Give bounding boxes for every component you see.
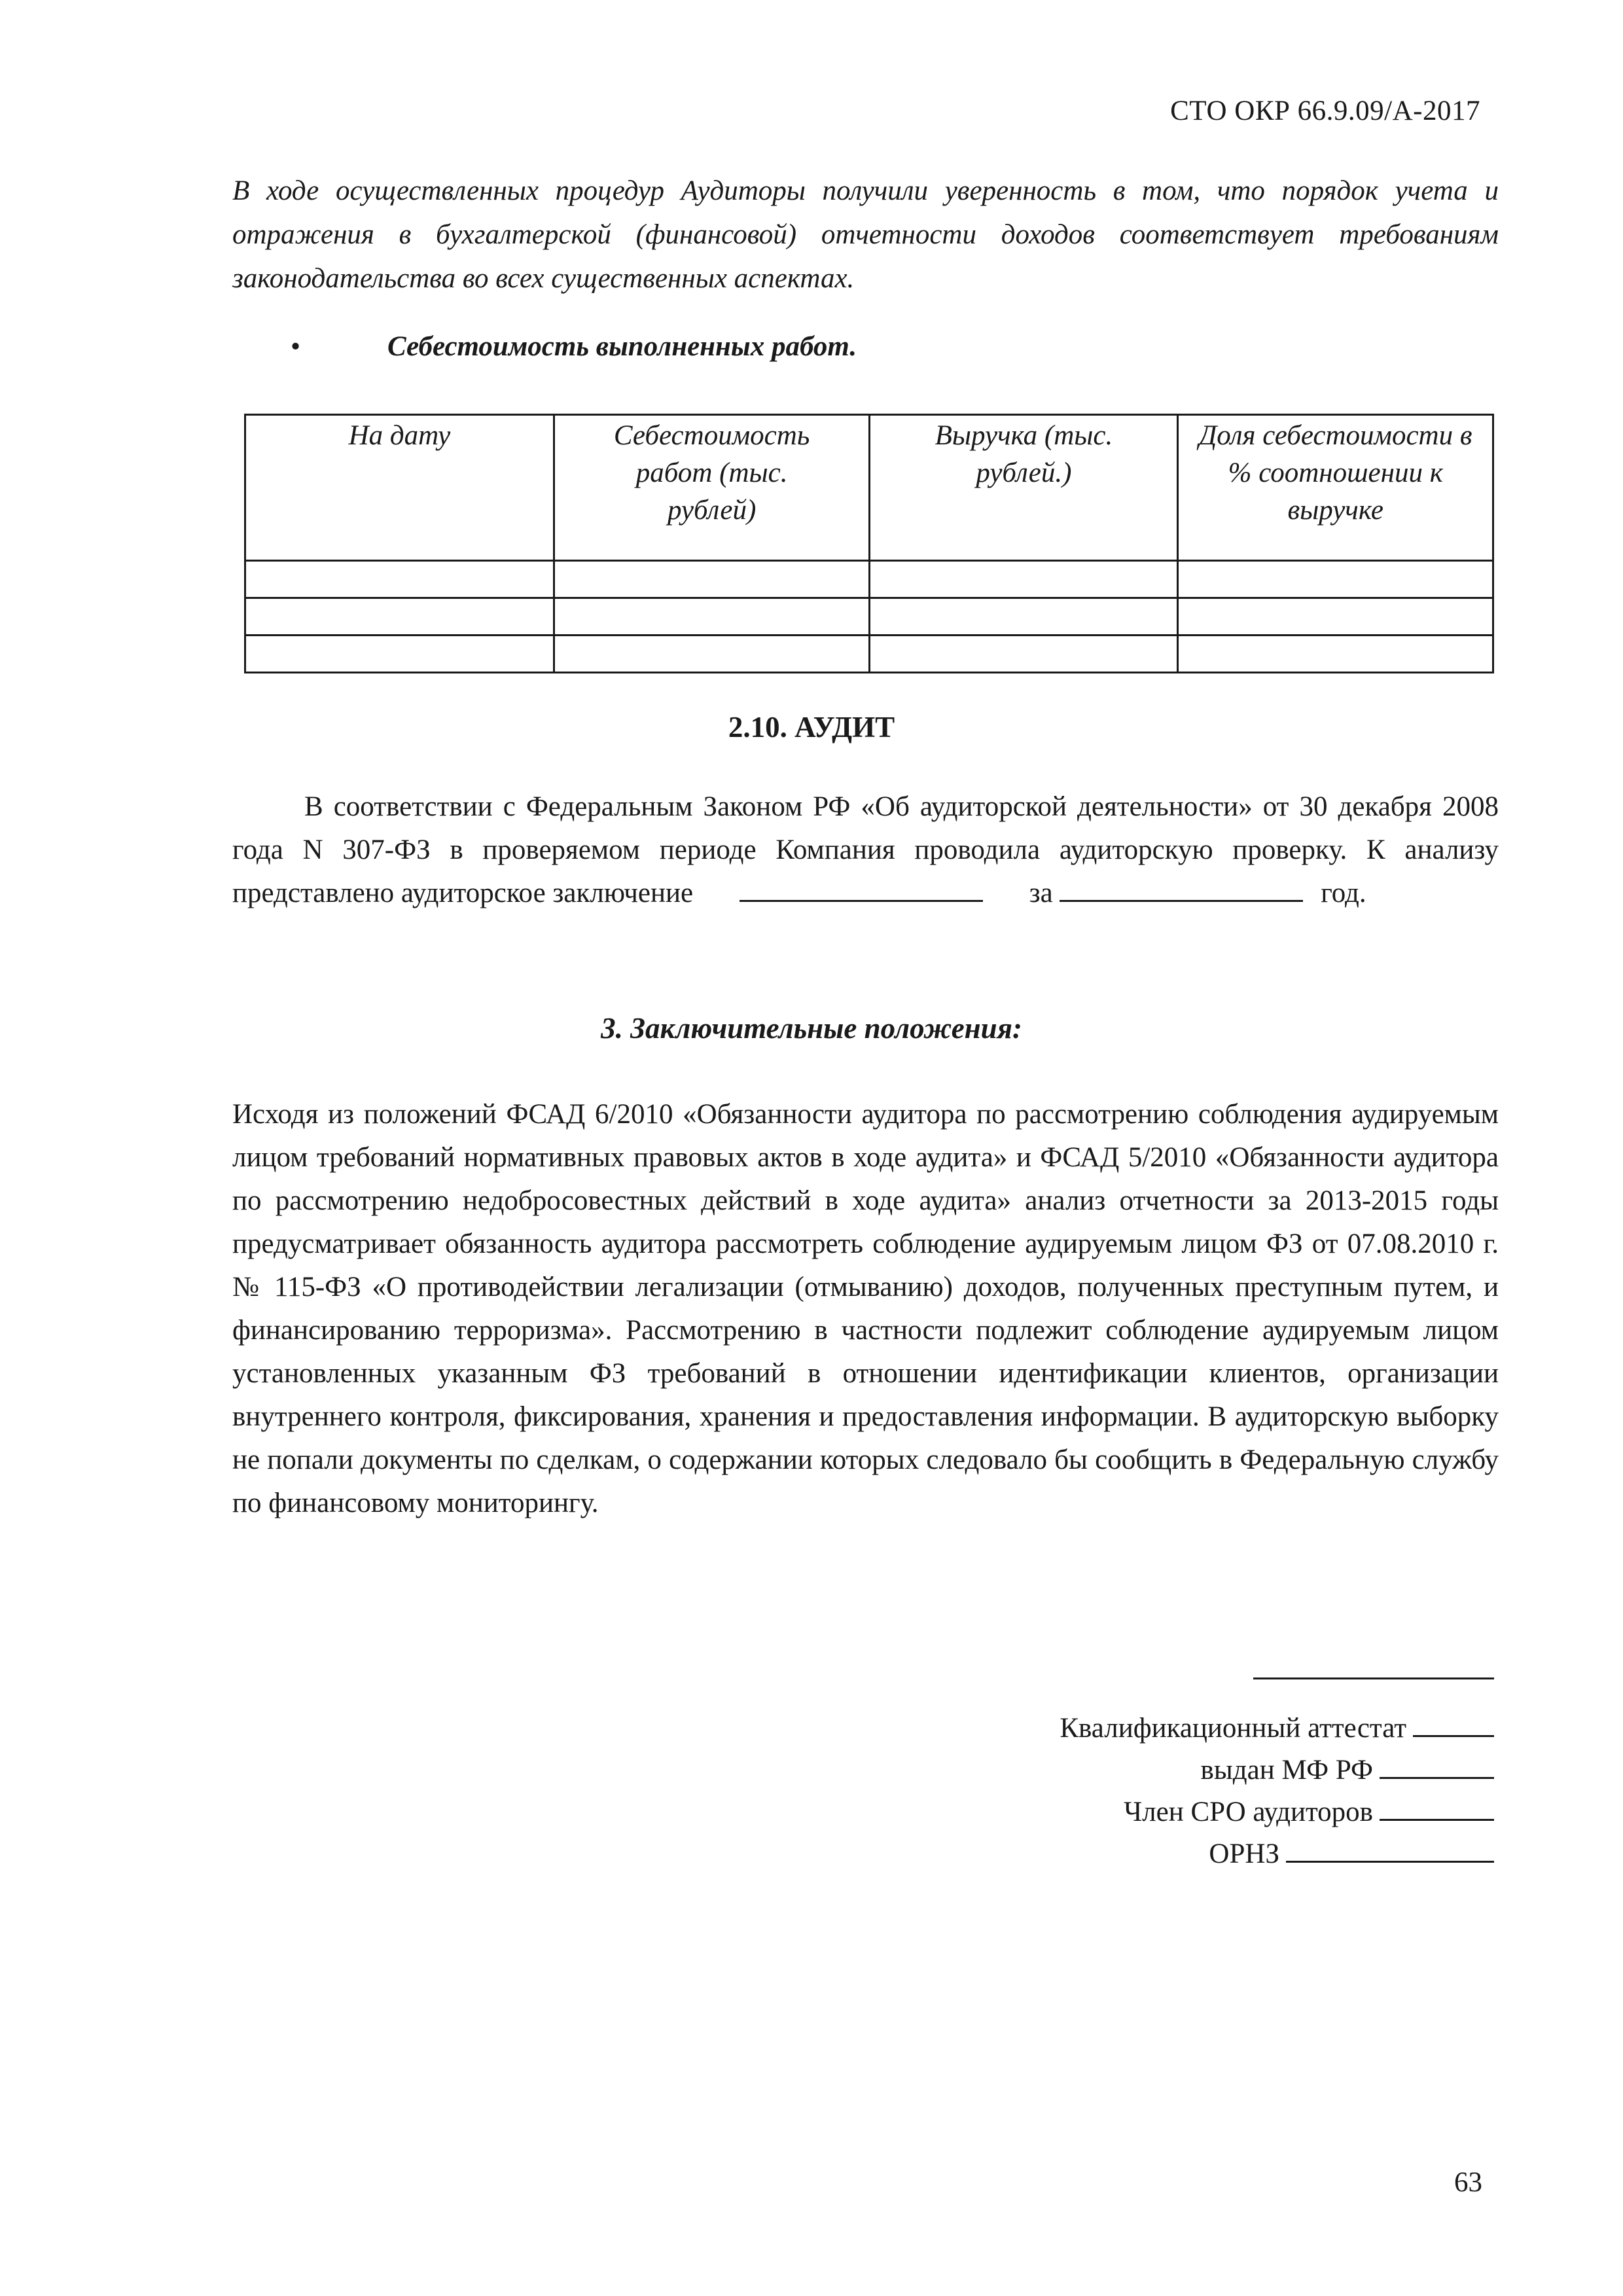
final-section-heading: 3. Заключительные положения: bbox=[601, 1012, 1022, 1045]
table-cell[interactable] bbox=[870, 598, 1178, 636]
signature-row-sro bbox=[1060, 1791, 1494, 1833]
final-paragraph: Исходя из положений ФСАД 6/2010 «Обязанности аудитора по рассмотрению соблюдения аудируемым лицом требований нормативных правовых актов в ходе аудита» и ФСАД 5/2010 «Обязанности аудитора по рассмотрению недобросовестных действий в ходе аудита» анализ отчетности за 2013-2015 годы предусматривает обязанность аудитора рассмотреть соблюдение аудируемым лицом ФЗ от 07.08.2010 г. № 115-ФЗ «О противодействии легализации (отмыванию) доходов, полученных преступным путем, и финансированию терроризма». Рассмотрению в частности подлежит соблюдение аудируемым лицом установленных указанным ФЗ требований в отношении идентификации клиентов, организации внутреннего контроля, фиксирования, хранения и предоставления информации. В аудиторскую выборку не попали документы по сделкам, о содержании которых следовало бы сообщить в Федеральную службу по финансовому мониторингу. bbox=[232, 1099, 1499, 1518]
column-header-cost-text: Себестоимость работ (тыс. рублей) bbox=[613, 420, 810, 526]
table-cell[interactable] bbox=[1178, 598, 1493, 636]
audit-paragraph bbox=[232, 785, 1499, 915]
table-cell[interactable] bbox=[870, 636, 1178, 673]
sro-label: Член СРО аудиторов bbox=[1124, 1797, 1373, 1827]
table-header-row bbox=[245, 415, 1493, 561]
ornz-label: ОРНЗ bbox=[1209, 1839, 1279, 1869]
signature-row-ornz bbox=[1060, 1833, 1494, 1875]
page-number: 63 bbox=[1454, 2167, 1482, 2198]
signature-row-certificate bbox=[1060, 1708, 1494, 1749]
column-header-revenue bbox=[870, 415, 1178, 561]
audit-word-year: год. bbox=[1321, 878, 1366, 908]
table-row bbox=[245, 636, 1493, 673]
ornz-blank[interactable] bbox=[1286, 1833, 1494, 1863]
intro-paragraph: В ходе осуществленных процедур Аудиторы получили уверенность в том, что порядок учета и отражения в бухгалтерской (финансовой) отчетности доходов соответствует требованиям законодательства во всех существенных аспектах. bbox=[232, 175, 1499, 294]
table-row bbox=[245, 561, 1493, 598]
document-code: СТО ОКР 66.9.09/А-2017 bbox=[1170, 96, 1480, 126]
table-cell[interactable] bbox=[1178, 636, 1493, 673]
table-cell[interactable] bbox=[245, 598, 554, 636]
table-cell[interactable] bbox=[554, 636, 870, 673]
table-cell[interactable] bbox=[1178, 561, 1493, 598]
column-header-cost bbox=[554, 415, 870, 561]
column-header-date: На дату bbox=[245, 415, 554, 561]
signature-line[interactable] bbox=[1253, 1671, 1494, 1679]
table-cell[interactable] bbox=[554, 561, 870, 598]
table-cell[interactable] bbox=[245, 561, 554, 598]
table-cell[interactable] bbox=[870, 561, 1178, 598]
column-header-revenue-text: Выручка (тыс. рублей.) bbox=[935, 420, 1113, 488]
audit-word-for: за bbox=[1029, 878, 1053, 908]
certificate-label: Квалификационный аттестат bbox=[1060, 1713, 1406, 1744]
signature-row-issued bbox=[1060, 1749, 1494, 1791]
table-cell[interactable] bbox=[554, 598, 870, 636]
issued-label: выдан МФ РФ bbox=[1200, 1755, 1373, 1785]
cost-bullet-item bbox=[291, 327, 857, 367]
cost-section-label: Себестоимость выполненных работ. bbox=[387, 331, 857, 362]
audit-paragraph-text: В соответствии с Федеральным Законом РФ «Об аудиторской деятельности» от 30 декабря 2008 года N 307-ФЗ в проверяемом периоде Компания проводила аудиторскую проверку. К анализу представлено аудиторское заключение bbox=[232, 791, 1499, 908]
issued-blank[interactable] bbox=[1380, 1749, 1494, 1779]
audit-report-blank[interactable] bbox=[740, 874, 983, 902]
certificate-blank[interactable] bbox=[1413, 1708, 1494, 1737]
column-header-share-text: Доля себестоимости в % соотношении к выручке bbox=[1198, 420, 1472, 526]
sro-blank[interactable] bbox=[1380, 1791, 1494, 1821]
audit-section-heading: 2.10. АУДИТ bbox=[728, 711, 895, 744]
audit-year-blank[interactable] bbox=[1060, 874, 1303, 902]
bullet-marker: • bbox=[291, 331, 301, 362]
table-row bbox=[245, 598, 1493, 636]
column-header-share bbox=[1178, 415, 1493, 561]
table-cell[interactable] bbox=[245, 636, 554, 673]
signature-block bbox=[1060, 1666, 1494, 1875]
cost-table bbox=[244, 414, 1494, 673]
